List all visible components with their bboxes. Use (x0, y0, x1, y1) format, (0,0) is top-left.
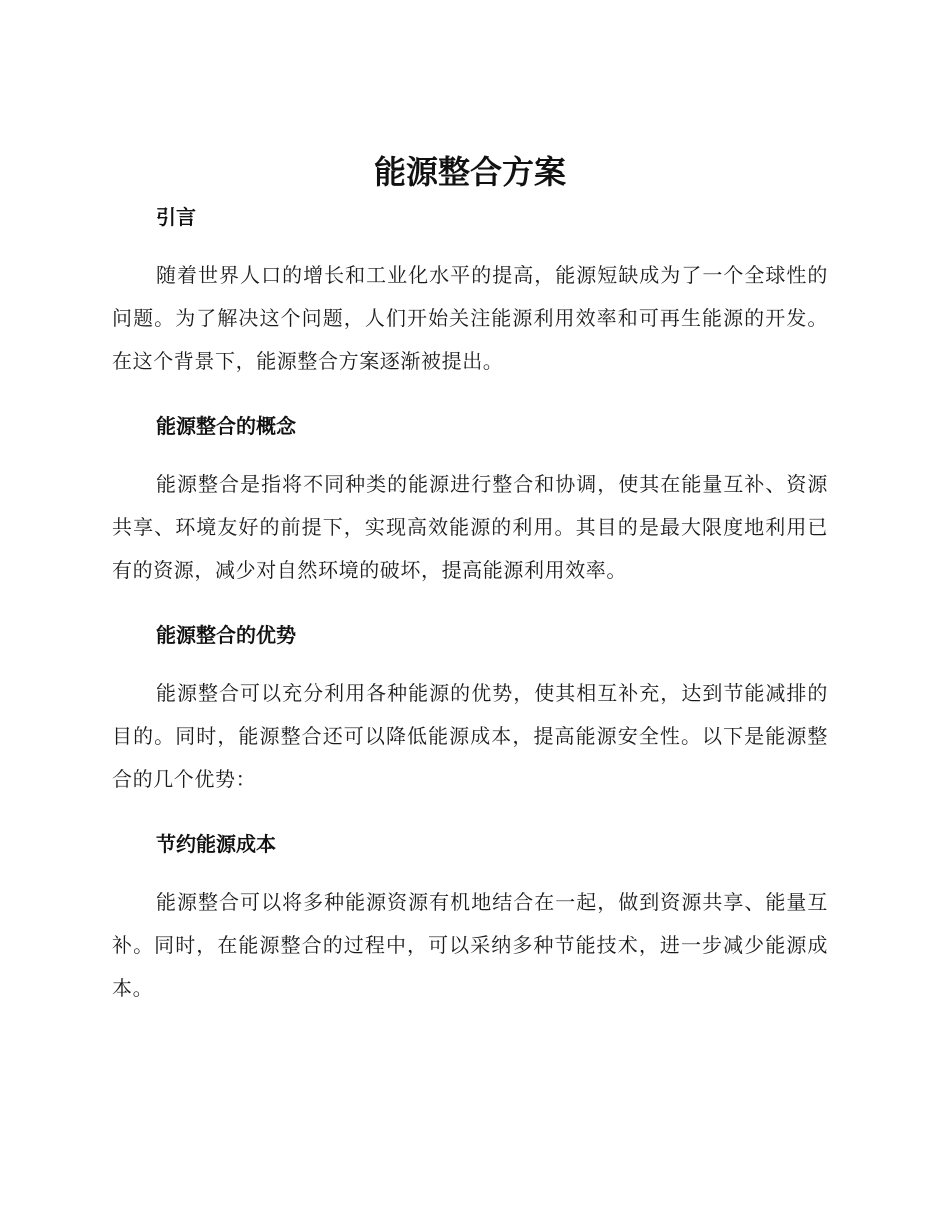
document-title: 能源整合方案 (373, 153, 566, 191)
section-body-intro: 随着世界人口的增长和工业化水平的提高，能源短缺成为了一个全球性的问题。为了解决这个问题，人们开始关注能源利用效率和可再生能源的开发。在这个背景下，能源整合方案逐渐被提出。 (112, 263, 828, 373)
section-body-advantages: 能源整合可以充分利用各种能源的优势，使其相互补充，达到节能减排的目的。同时，能源整合还可以降低能源成本，提高能源安全性。以下是能源整合的几个优势： (112, 681, 828, 791)
section-heading-advantages: 能源整合的优势 (156, 623, 296, 647)
section-body-cost-saving: 能源整合可以将多种能源资源有机地结合在一起，做到资源共享、能量互补。同时，在能源整合的过程中，可以采纳多种节能技术，进一步减少能源成本。 (112, 890, 828, 1000)
document-page (112, 150, 828, 1010)
section-heading-cost-saving: 节约能源成本 (156, 832, 276, 856)
section-body-concept: 能源整合是指将不同种类的能源进行整合和协调，使其在能量互补、资源共享、环境友好的前提下，实现高效能源的利用。其目的是最大限度地利用已有的资源，减少对自然环境的破坏，提高能源利用效率。 (112, 472, 828, 582)
section-heading-concept: 能源整合的概念 (156, 414, 296, 438)
section-heading-intro: 引言 (156, 205, 196, 229)
